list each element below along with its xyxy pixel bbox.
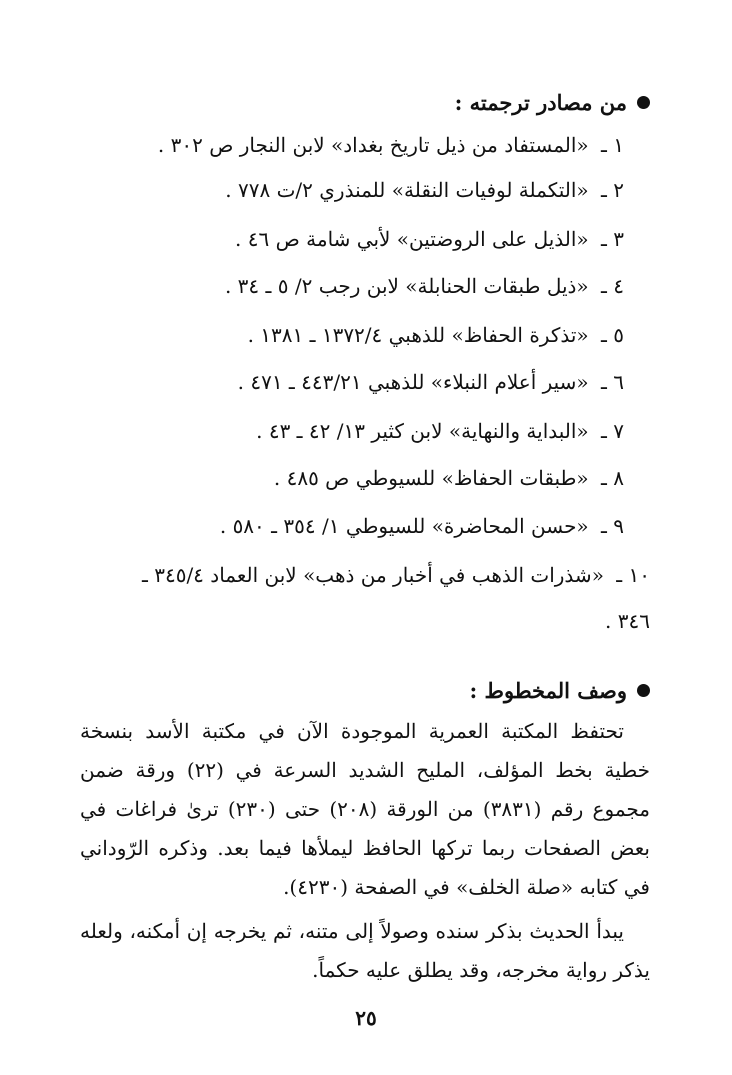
- source-number: ١٠ ـ: [616, 563, 650, 587]
- source-text: «البداية والنهاية» لابن كثير ١٣/ ٤٢ ـ ٤٣ .: [256, 419, 589, 443]
- manuscript-heading-text: وصف المخطوط :: [469, 678, 627, 703]
- page-number: ٢٥: [355, 1006, 377, 1030]
- source-text: «المستفاد من ذيل تاريخ بغداد» لابن النجار ص ٣٠٢ .: [157, 133, 589, 157]
- source-number: ١ ـ: [601, 133, 624, 157]
- source-text: «سير أعلام النبلاء» للذهبي ٤٤٣/٢١ ـ ٤٧١ .: [237, 370, 589, 394]
- source-number: ٩ ـ: [601, 514, 624, 538]
- source-item-2: [225, 178, 624, 202]
- manuscript-paragraph-2: يبدأ الحديث بذكر سنده وصولاً إلى متنه، ثم يخرجه إن أمكنه، ولعله يذكر رواية مخرجه، وقد يطلق عليه حكماً.: [80, 919, 650, 982]
- manuscript-heading: [469, 678, 650, 703]
- source-number: ٧ ـ: [601, 419, 624, 443]
- source-item-9: [220, 514, 624, 538]
- source-text: «تذكرة الحفاظ» للذهبي ١٣٧٢/٤ ـ ١٣٨١ .: [247, 323, 589, 347]
- source-item-3: [235, 227, 624, 251]
- sources-heading: [455, 90, 650, 115]
- bullet-icon: [637, 96, 650, 109]
- source-item-10: [142, 563, 650, 587]
- source-number: ٣ ـ: [601, 227, 624, 251]
- source-number: ٤ ـ: [601, 274, 624, 298]
- source-text: «حسن المحاضرة» للسيوطي ١/ ٣٥٤ ـ ٥٨٠ .: [219, 514, 589, 538]
- source-item-4: [225, 274, 624, 298]
- sources-heading-text: من مصادر ترجمته :: [454, 90, 627, 115]
- source-number: ٨ ـ: [601, 466, 624, 490]
- source-item-10-continuation: ٣٤٦ .: [605, 609, 650, 633]
- source-text: «طبقات الحفاظ» للسيوطي ص ٤٨٥ .: [273, 466, 589, 490]
- source-text: «التكملة لوفيات النقلة» للمنذري ٢/ت ٧٧٨ .: [225, 178, 589, 202]
- source-item-7: [256, 419, 624, 443]
- source-number: ٥ ـ: [601, 323, 624, 347]
- source-text: «شذرات الذهب في أخبار من ذهب» لابن العماد ٣٤٥/٤ ـ: [142, 563, 604, 587]
- source-number: ٦ ـ: [601, 370, 624, 394]
- source-text: «الذيل على الروضتين» لأبي شامة ص ٤٦ .: [235, 227, 589, 251]
- source-text: «ذيل طبقات الحنابلة» لابن رجب ٢/ ٥ ـ ٣٤ .: [224, 274, 589, 298]
- bullet-icon: [637, 684, 650, 697]
- source-item-8: [274, 466, 624, 490]
- source-number: ٢ ـ: [601, 178, 624, 202]
- source-item-1: [158, 133, 624, 157]
- source-item-6: [238, 370, 624, 394]
- source-item-5: [248, 323, 624, 347]
- manuscript-paragraph-1: تحتفظ المكتبة العمرية الموجودة الآن في مكتبة الأسد بنسخة خطية بخط المؤلف، المليح الشديد السرعة في (٢٢) ورقة ضمن مجموع رقم (٣٨٣١) من الورقة (٢٠٨) حتى (٢٣٠) ترىٰ فراغات في بعض الصفحات ربما تركها الحافظ ليملأها فيما بعد. وذكره الرّوداني في كتابه «صلة الخلف» في الصفحة (٤٢٣٠).: [80, 719, 650, 899]
